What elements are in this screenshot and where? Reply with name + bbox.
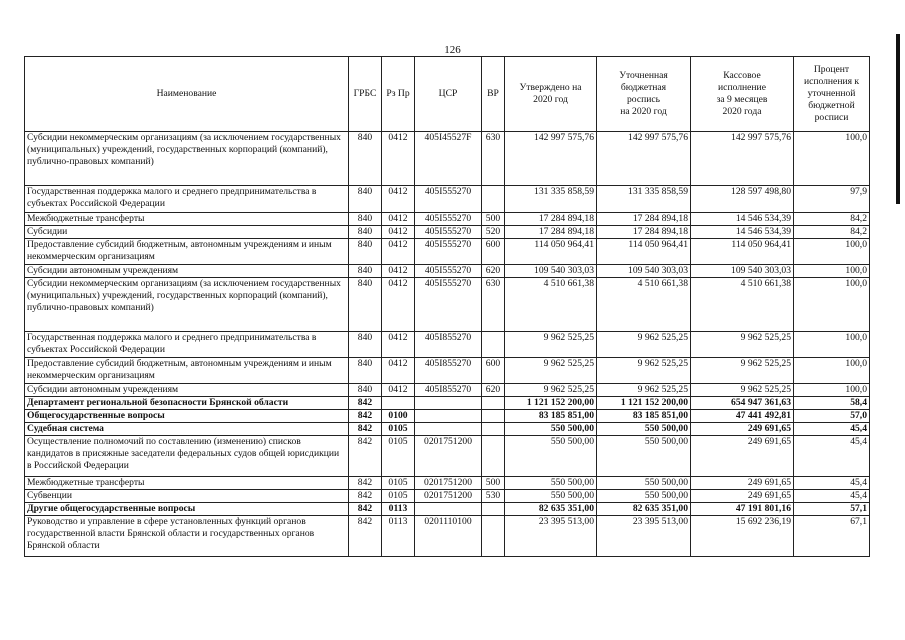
- cell-refined: 1 121 152 200,00: [597, 397, 691, 410]
- cell-csr: 0201751200: [415, 490, 482, 503]
- cell-vr: 620: [482, 384, 505, 397]
- table-row: [25, 132, 870, 186]
- cell-vr: [482, 503, 505, 516]
- header-vr: ВР: [482, 57, 505, 132]
- cell-refined: 9 962 525,25: [597, 358, 691, 384]
- budget-table: [24, 56, 870, 557]
- cell-name: Государственная поддержка малого и среднего предпринимательства в субъектах Российской Федерации: [25, 332, 349, 358]
- cell-cash: 9 962 525,25: [691, 384, 794, 397]
- cell-refined: 550 500,00: [597, 477, 691, 490]
- cell-csr: [415, 397, 482, 410]
- cell-refined: 550 500,00: [597, 423, 691, 436]
- header-percent: [794, 57, 870, 132]
- cell-csr: 405I555270: [415, 265, 482, 278]
- cell-rzpr: 0105: [382, 490, 415, 503]
- table-row: [25, 423, 870, 436]
- cell-cash: 4 510 661,38: [691, 278, 794, 332]
- cell-approved: 109 540 303,03: [505, 265, 597, 278]
- cell-csr: 405I555270: [415, 186, 482, 213]
- cell-cash: 142 997 575,76: [691, 132, 794, 186]
- cell-percent: 100,0: [794, 358, 870, 384]
- cell-vr: [482, 410, 505, 423]
- cell-percent: 45,4: [794, 477, 870, 490]
- cell-rzpr: 0412: [382, 186, 415, 213]
- cell-rzpr: 0412: [382, 213, 415, 226]
- cell-grbs: 840: [349, 239, 382, 265]
- header-csr: ЦСР: [415, 57, 482, 132]
- table-row: [25, 410, 870, 423]
- cell-vr: [482, 397, 505, 410]
- cell-refined: 4 510 661,38: [597, 278, 691, 332]
- header-approved: [505, 57, 597, 132]
- cell-cash: 9 962 525,25: [691, 332, 794, 358]
- cell-refined: 83 185 851,00: [597, 410, 691, 423]
- cell-percent: 100,0: [794, 132, 870, 186]
- cell-vr: [482, 436, 505, 477]
- header-approved-line: Утверждено на: [519, 82, 582, 93]
- cell-csr: 405I855270: [415, 332, 482, 358]
- cell-vr: 520: [482, 226, 505, 239]
- cell-percent: 84,2: [794, 226, 870, 239]
- header-percent-line: бюджетной: [808, 100, 855, 111]
- header-cash: [691, 57, 794, 132]
- cell-refined: 23 395 513,00: [597, 516, 691, 557]
- cell-percent: 58,4: [794, 397, 870, 410]
- cell-percent: 57,0: [794, 410, 870, 423]
- cell-vr: [482, 186, 505, 213]
- header-cash-line: Кассовое: [723, 70, 761, 81]
- cell-grbs: 842: [349, 423, 382, 436]
- cell-csr: 405I855270: [415, 358, 482, 384]
- table-row: [25, 397, 870, 410]
- table-row: [25, 226, 870, 239]
- cell-approved: 114 050 964,41: [505, 239, 597, 265]
- cell-approved: 550 500,00: [505, 477, 597, 490]
- cell-grbs: 842: [349, 516, 382, 557]
- cell-grbs: 840: [349, 278, 382, 332]
- cell-rzpr: 0105: [382, 477, 415, 490]
- cell-refined: 82 635 351,00: [597, 503, 691, 516]
- cell-vr: [482, 516, 505, 557]
- cell-grbs: 840: [349, 384, 382, 397]
- cell-cash: 109 540 303,03: [691, 265, 794, 278]
- cell-cash: 114 050 964,41: [691, 239, 794, 265]
- cell-name: Осуществление полномочий по составлению (изменению) списков кандидатов в присяжные заседатели федеральных судов общей юрисдикции в Российской Федерации: [25, 436, 349, 477]
- header-percent-line: уточненной: [807, 88, 856, 99]
- cell-grbs: 840: [349, 332, 382, 358]
- cell-csr: 405I555270: [415, 213, 482, 226]
- header-cash-line: 2020 года: [722, 106, 762, 117]
- cell-grbs: 842: [349, 503, 382, 516]
- cell-percent: 45,4: [794, 423, 870, 436]
- cell-approved: 82 635 351,00: [505, 503, 597, 516]
- cell-approved: 142 997 575,76: [505, 132, 597, 186]
- cell-rzpr: 0113: [382, 503, 415, 516]
- cell-grbs: 842: [349, 410, 382, 423]
- header-refined-line: бюджетная: [620, 82, 667, 93]
- cell-name: Субвенции: [25, 490, 349, 503]
- header-name: Наименование: [25, 57, 349, 132]
- cell-approved: 17 284 894,18: [505, 226, 597, 239]
- cell-grbs: 840: [349, 132, 382, 186]
- cell-csr: 405I555270: [415, 239, 482, 265]
- table-row: [25, 332, 870, 358]
- header-refined-line: Уточненная: [619, 70, 668, 81]
- cell-csr: 405I555270: [415, 278, 482, 332]
- cell-refined: 17 284 894,18: [597, 226, 691, 239]
- cell-csr: 0201751200: [415, 477, 482, 490]
- cell-cash: 9 962 525,25: [691, 358, 794, 384]
- cell-approved: 83 185 851,00: [505, 410, 597, 423]
- cell-percent: 100,0: [794, 332, 870, 358]
- cell-csr: 0201751200: [415, 436, 482, 477]
- cell-grbs: 842: [349, 436, 382, 477]
- cell-refined: 550 500,00: [597, 436, 691, 477]
- cell-cash: 128 597 498,80: [691, 186, 794, 213]
- cell-refined: 114 050 964,41: [597, 239, 691, 265]
- table-row: [25, 278, 870, 332]
- cell-vr: 500: [482, 477, 505, 490]
- binding-edge-mark: [896, 34, 900, 204]
- cell-grbs: 840: [349, 213, 382, 226]
- cell-name: Субсидии автономным учреждениям: [25, 265, 349, 278]
- cell-refined: 9 962 525,25: [597, 384, 691, 397]
- cell-name: Руководство и управление в сфере установленных функций органов государственной власти Брянской области и государственных органов Брянской области: [25, 516, 349, 557]
- cell-percent: 97,9: [794, 186, 870, 213]
- cell-percent: 84,2: [794, 213, 870, 226]
- cell-cash: 249 691,65: [691, 423, 794, 436]
- table-row: [25, 503, 870, 516]
- cell-approved: 1 121 152 200,00: [505, 397, 597, 410]
- cell-vr: [482, 332, 505, 358]
- cell-cash: 14 546 534,39: [691, 213, 794, 226]
- cell-rzpr: 0412: [382, 384, 415, 397]
- cell-csr: 405I855270: [415, 384, 482, 397]
- cell-percent: 45,4: [794, 490, 870, 503]
- cell-csr: 405I45527F: [415, 132, 482, 186]
- table-row: [25, 213, 870, 226]
- cell-percent: 100,0: [794, 384, 870, 397]
- header-approved-line: 2020 год: [533, 94, 568, 105]
- cell-percent: 45,4: [794, 436, 870, 477]
- cell-approved: 9 962 525,25: [505, 384, 597, 397]
- cell-rzpr: 0113: [382, 516, 415, 557]
- header-refined-line: роспись: [627, 94, 660, 105]
- cell-rzpr: [382, 397, 415, 410]
- cell-approved: 550 500,00: [505, 423, 597, 436]
- cell-rzpr: 0412: [382, 265, 415, 278]
- table-row: [25, 358, 870, 384]
- table-row: [25, 265, 870, 278]
- cell-cash: 249 691,65: [691, 436, 794, 477]
- cell-approved: 9 962 525,25: [505, 332, 597, 358]
- cell-approved: 550 500,00: [505, 436, 597, 477]
- cell-approved: 550 500,00: [505, 490, 597, 503]
- cell-vr: [482, 423, 505, 436]
- cell-cash: 47 191 801,16: [691, 503, 794, 516]
- cell-refined: 131 335 858,59: [597, 186, 691, 213]
- cell-rzpr: 0100: [382, 410, 415, 423]
- cell-grbs: 842: [349, 490, 382, 503]
- table-row: [25, 239, 870, 265]
- cell-cash: 47 441 492,81: [691, 410, 794, 423]
- cell-grbs: 840: [349, 358, 382, 384]
- cell-name: Субсидии: [25, 226, 349, 239]
- cell-grbs: 842: [349, 477, 382, 490]
- table-body: [25, 132, 870, 557]
- cell-vr: 530: [482, 490, 505, 503]
- cell-percent: 67,1: [794, 516, 870, 557]
- cell-vr: 600: [482, 239, 505, 265]
- cell-percent: 100,0: [794, 278, 870, 332]
- cell-vr: 630: [482, 132, 505, 186]
- cell-grbs: 840: [349, 186, 382, 213]
- cell-approved: 131 335 858,59: [505, 186, 597, 213]
- table-row: [25, 436, 870, 477]
- cell-grbs: 840: [349, 265, 382, 278]
- cell-name: Субсидии автономным учреждениям: [25, 384, 349, 397]
- cell-rzpr: 0412: [382, 332, 415, 358]
- table-row: [25, 490, 870, 503]
- cell-percent: 100,0: [794, 239, 870, 265]
- cell-approved: 4 510 661,38: [505, 278, 597, 332]
- header-percent-line: исполнения к: [803, 76, 860, 87]
- cell-csr: [415, 503, 482, 516]
- cell-vr: 500: [482, 213, 505, 226]
- cell-rzpr: 0412: [382, 239, 415, 265]
- header-percent-line: росписи: [814, 112, 849, 123]
- cell-approved: 23 395 513,00: [505, 516, 597, 557]
- cell-grbs: 840: [349, 226, 382, 239]
- cell-refined: 109 540 303,03: [597, 265, 691, 278]
- cell-refined: 550 500,00: [597, 490, 691, 503]
- cell-cash: 249 691,65: [691, 477, 794, 490]
- cell-refined: 17 284 894,18: [597, 213, 691, 226]
- cell-percent: 57,1: [794, 503, 870, 516]
- cell-cash: 249 691,65: [691, 490, 794, 503]
- cell-name: Общегосударственные вопросы: [25, 410, 349, 423]
- cell-percent: 100,0: [794, 265, 870, 278]
- cell-vr: 630: [482, 278, 505, 332]
- header-cash-line: за 9 месяцев: [716, 94, 768, 105]
- cell-name: Другие общегосударственные вопросы: [25, 503, 349, 516]
- cell-approved: 17 284 894,18: [505, 213, 597, 226]
- header-refined: [597, 57, 691, 132]
- cell-rzpr: 0412: [382, 132, 415, 186]
- header-rzpr: Рз Пр: [382, 57, 415, 132]
- cell-csr: [415, 423, 482, 436]
- cell-grbs: 842: [349, 397, 382, 410]
- cell-vr: 600: [482, 358, 505, 384]
- cell-refined: 9 962 525,25: [597, 332, 691, 358]
- table-row: [25, 186, 870, 213]
- cell-refined: 142 997 575,76: [597, 132, 691, 186]
- cell-cash: 15 692 236,19: [691, 516, 794, 557]
- page-number: 126: [444, 44, 461, 56]
- cell-csr: 0201110100: [415, 516, 482, 557]
- header-percent-line: Процент: [813, 64, 850, 75]
- cell-name: Судебная система: [25, 423, 349, 436]
- cell-vr: 620: [482, 265, 505, 278]
- cell-name: Межбюджетные трансферты: [25, 477, 349, 490]
- header-cash-line: исполнение: [718, 82, 766, 93]
- cell-name: Департамент региональной безопасности Брянской области: [25, 397, 349, 410]
- cell-csr: 405I555270: [415, 226, 482, 239]
- cell-rzpr: 0105: [382, 436, 415, 477]
- header-grbs: ГРБС: [349, 57, 382, 132]
- table-row: [25, 384, 870, 397]
- cell-name: Субсидии некоммерческим организациям (за исключением государственных (муниципальных) учреждений, государственных корпораций (компаний), публично-правовых компаний): [25, 278, 349, 332]
- cell-name: Субсидии некоммерческим организациям (за исключением государственных (муниципальных) учреждений, государственных корпораций (компаний), публично-правовых компаний): [25, 132, 349, 186]
- cell-name: Государственная поддержка малого и среднего предпринимательства в субъектах Российской Федерации: [25, 186, 349, 213]
- cell-cash: 14 546 534,39: [691, 226, 794, 239]
- cell-name: Межбюджетные трансферты: [25, 213, 349, 226]
- table-row: [25, 477, 870, 490]
- header-row: [25, 57, 870, 132]
- table-row: [25, 516, 870, 557]
- cell-rzpr: 0412: [382, 278, 415, 332]
- cell-rzpr: 0412: [382, 226, 415, 239]
- cell-rzpr: 0412: [382, 358, 415, 384]
- header-refined-line: на 2020 год: [620, 106, 667, 117]
- cell-name: Предоставление субсидий бюджетным, автономным учреждениям и иным некоммерческим организациям: [25, 358, 349, 384]
- cell-rzpr: 0105: [382, 423, 415, 436]
- cell-name: Предоставление субсидий бюджетным, автономным учреждениям и иным некоммерческим организациям: [25, 239, 349, 265]
- cell-csr: [415, 410, 482, 423]
- cell-cash: 654 947 361,63: [691, 397, 794, 410]
- cell-approved: 9 962 525,25: [505, 358, 597, 384]
